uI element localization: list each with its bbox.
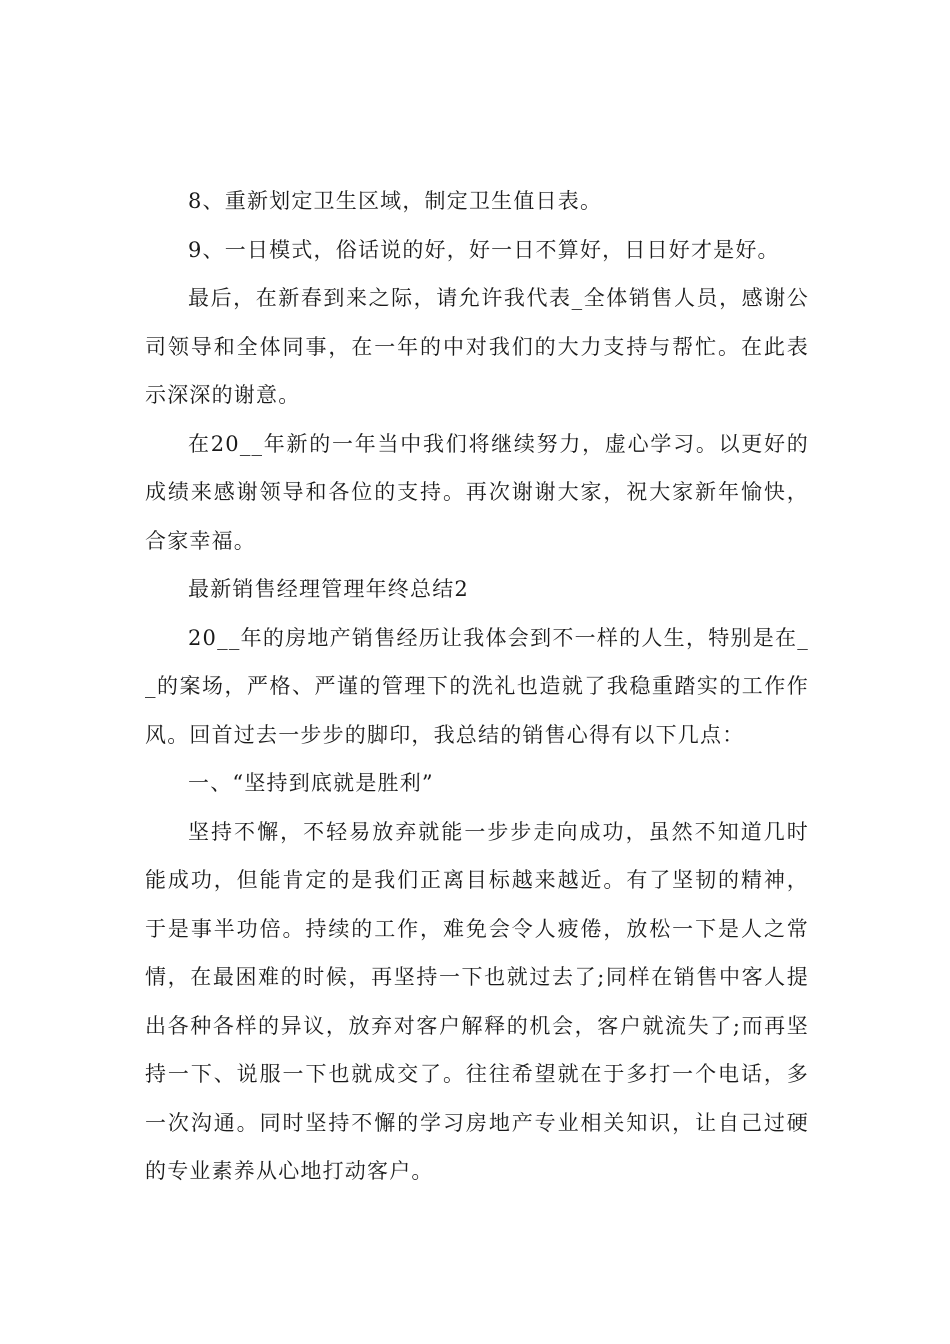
paragraph-closing-thanks: 最后，在新春到来之际，请允许我代表_全体销售人员，感谢公司领导和全体同事，在一年的中对我们的大力支持与帮忙。在此表示深深的谢意。 [145, 286, 809, 407]
subheading-point-1: 一、“坚持到底就是胜利” [188, 771, 434, 795]
paragraph-item-8: 8、重新划定卫生区域，制定卫生值日表。 [188, 189, 603, 213]
paragraph-intro: 20__年的房地产销售经历让我体会到不一样的人生，特别是在__的案场，严格、严谨的管理下的洗礼也造就了我稳重踏实的工作作风。回首过去一步步的脚印，我总结的销售心得有以下几点： [145, 625, 809, 747]
document-body [145, 177, 809, 1196]
paragraph-new-year-wishes: 在20__年新的一年当中我们将继续努力，虚心学习。以更好的成绩来感谢领导和各位的支持。再次谢谢大家，祝大家新年愉快，合家幸福。 [145, 431, 809, 553]
paragraph-persistence: 坚持不懈，不轻易放弃就能一步步走向成功，虽然不知道几时能成功，但能肯定的是我们正离目标越来越近。有了坚韧的精神，于是事半功倍。持续的工作，难免会令人疲倦，放松一下是人之常情，在最困难的时候，再坚持一下也就过去了;同样在销售中客人提出各种各样的异议，放弃对客户解释的机会，客户就流失了;而再坚持一下、说服一下也就成交了。往往希望就在于多打一个电话，多一次沟通。同时坚持不懈的学习房地产专业相关知识，让自己过硬的专业素养从心地打动客户。 [145, 819, 809, 1183]
section-heading: 最新销售经理管理年终总结2 [188, 577, 469, 601]
paragraph-item-9: 9、一日模式，俗话说的好，好一日不算好，日日好才是好。 [188, 237, 780, 262]
